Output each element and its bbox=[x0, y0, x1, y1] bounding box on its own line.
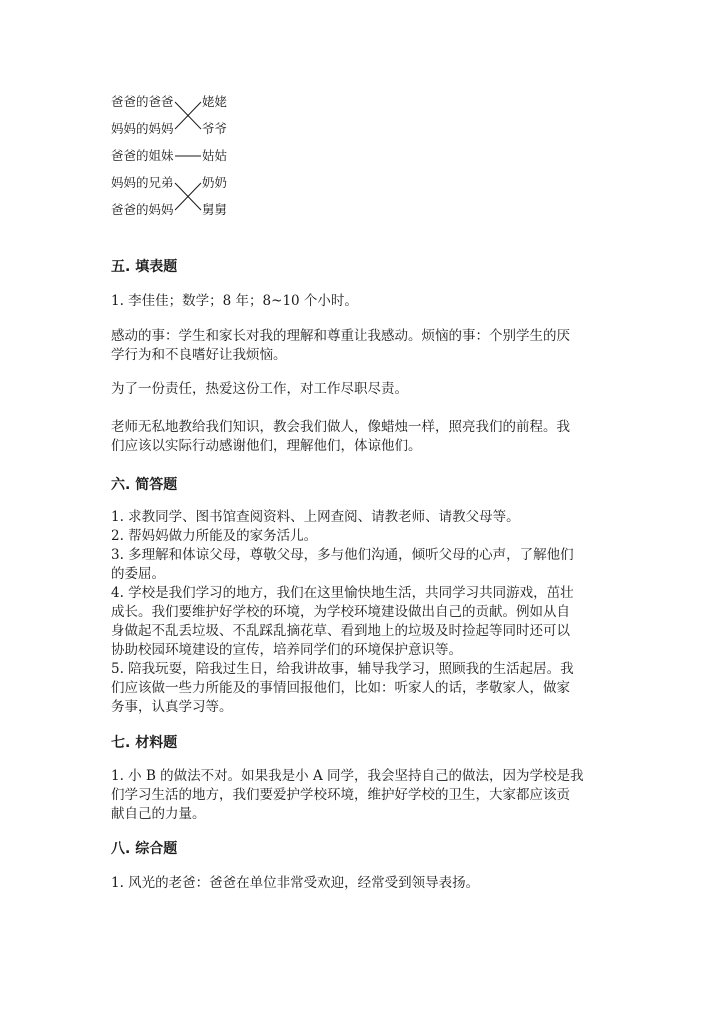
s6-line-11: 务事，认真学习等。 bbox=[111, 699, 233, 715]
match-right-3: 姑姑 bbox=[202, 148, 228, 163]
s7-answers bbox=[111, 767, 611, 824]
s5-answer-1-text: 1. 李佳佳；数学；8 年；8~10 个小时。 bbox=[111, 293, 358, 309]
s6-line-5: 4. 学校是我们学习的地方，我们在这里愉快地生活，共同学习共同游戏，茁壮 bbox=[111, 585, 574, 601]
s5-answer-3-text: 为了一份责任，热爱这份工作，对工作尽职尽责。 bbox=[111, 381, 408, 397]
s5-answer-3 bbox=[111, 380, 611, 399]
s6-line-8: 协助校园环境建设的宣传，培养同学们的环境保护意识等。 bbox=[111, 642, 462, 658]
s7-line-3: 献自己的力量。 bbox=[111, 806, 206, 822]
section-title-6: 六. 简答题 bbox=[111, 477, 178, 493]
s5-answer-4-line-2: 们应该以实际行动感谢他们，理解他们，体谅他们。 bbox=[111, 438, 422, 454]
match-right-1: 姥姥 bbox=[202, 94, 228, 109]
match-left-4: 妈妈的兄弟 bbox=[111, 175, 174, 190]
s6-line-4: 的委屈。 bbox=[111, 566, 165, 582]
s6-line-10: 们应该做一些力所能及的事情回报他们，比如：听家人的话，孝敬家人，做家 bbox=[111, 680, 570, 696]
match-right-4: 奶奶 bbox=[202, 175, 228, 190]
section-title-5: 五. 填表题 bbox=[111, 259, 178, 275]
match-left-2: 妈妈的妈妈 bbox=[111, 121, 174, 136]
s6-line-2: 2. 帮妈妈做力所能及的家务活儿。 bbox=[111, 528, 318, 544]
match-left-3: 爸爸的姐妹 bbox=[111, 148, 174, 163]
s8-answers bbox=[111, 874, 611, 893]
s6-line-1: 1. 求教同学、图书馆查阅资料、上网查阅、请教老师、请教父母等。 bbox=[111, 509, 520, 525]
s6-line-7: 身做起不乱丢垃圾、不乱踩乱摘花草、看到地上的垃圾及时捡起等同时还可以 bbox=[111, 623, 570, 639]
s5-answer-4 bbox=[111, 418, 611, 456]
s5-answer-4-line-1: 老师无私地教给我们知识，教会我们做人，像蜡烛一样，照亮我们的前程。我 bbox=[111, 419, 570, 435]
matching-lines bbox=[0, 0, 720, 240]
s8-line-1: 1. 风光的老爸：爸爸在单位非常受欢迎，经常受到领导表扬。 bbox=[111, 875, 480, 891]
s5-answer-2-line-2: 学行为和不良嗜好让我烦恼。 bbox=[111, 347, 287, 363]
match-left-5: 爸爸的妈妈 bbox=[111, 202, 174, 217]
s7-line-2: 们学习生活的地方，我们要爱护学校环境，维护好学校的卫生，大家都应该贡 bbox=[111, 787, 570, 803]
s6-line-6: 成长。我们要维护好学校的环境，为学校环境建设做出自己的贡献。例如从自 bbox=[111, 604, 570, 620]
section-title-8: 八. 综合题 bbox=[111, 841, 178, 857]
s7-line-1: 1. 小 B 的做法不对。如果我是小 A 同学，我会坚持自己的做法，因为学校是我 bbox=[111, 768, 584, 784]
match-left-1: 爸爸的爸爸 bbox=[111, 94, 174, 109]
s6-line-3: 3. 多理解和体谅父母，尊敬父母，多与他们沟通，倾听父母的心声，了解他们 bbox=[111, 547, 574, 563]
s5-answer-2 bbox=[111, 327, 611, 365]
s6-line-9: 5. 陪我玩耍，陪我过生日，给我讲故事，辅导我学习，照顾我的生活起居。我 bbox=[111, 661, 574, 677]
section-title-7: 七. 材料题 bbox=[111, 735, 178, 751]
s5-answer-1 bbox=[111, 292, 611, 311]
s6-answers bbox=[111, 508, 611, 717]
matching-exercise bbox=[0, 0, 720, 240]
s5-answer-2-line-1: 感动的事：学生和家长对我的理解和尊重让我感动。烦恼的事：个别学生的厌 bbox=[111, 328, 570, 344]
match-right-5: 舅舅 bbox=[202, 202, 228, 217]
match-right-2: 爷爷 bbox=[202, 121, 228, 136]
